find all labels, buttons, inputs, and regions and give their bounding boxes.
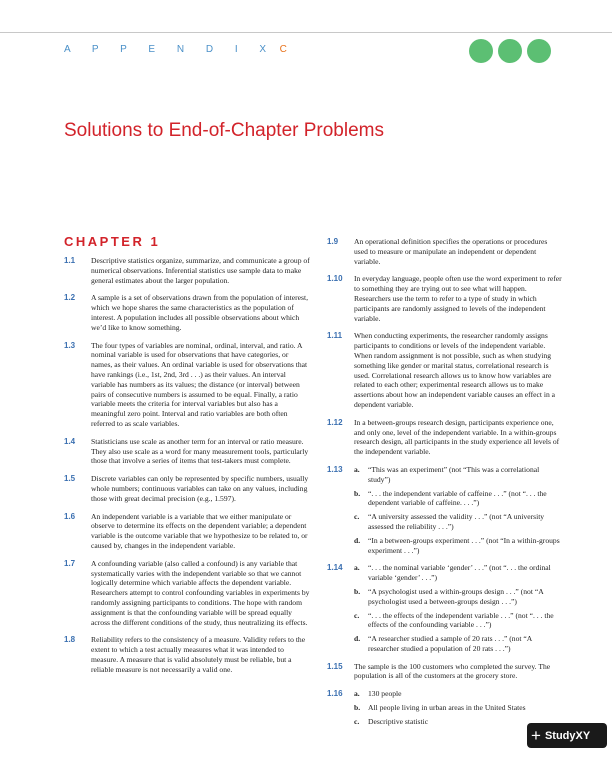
sub-text: “A university assessed the validity . . .” (not “A university assessed the reliability . . .”) bbox=[368, 512, 545, 531]
decorative-dots bbox=[469, 39, 551, 63]
sub-text: “. . . the independent variable of caffeine . . .” (not “. . . the dependent variable of caffeine. . . .”) bbox=[368, 488, 547, 508]
problem-text: In everyday language, people often use the word experiment to refer to something they are trying out to see what will happen. Researchers use the term to refer to a type of study in which participants are randomly assigned to levels of the independent variable. bbox=[354, 274, 562, 323]
problem-number: 1.14 bbox=[327, 563, 343, 573]
problem-1-16 bbox=[327, 689, 563, 726]
problem-number: 1.3 bbox=[64, 340, 76, 350]
problem-1-5 bbox=[64, 474, 310, 503]
sub-text: “In a between-groups experiment . . .” (not “In a within-groups experiment . . .”) bbox=[368, 535, 560, 555]
sub-text: “. . . the nominal variable ‘gender’ . . .” (not “. . . the ordinal variable ‘gender’ . . .”) bbox=[368, 563, 551, 583]
problem-1-9 bbox=[327, 237, 563, 266]
appendix-label: A P P E N D I X C bbox=[64, 44, 287, 55]
problem-text: Reliability refers to the consistency of a measure. Validity refers to the extent to which a test actually measures what it was intended to measure. A measure that is valid absolutely must be reliable, but a reliable measure is not necessarily a valid one. bbox=[91, 635, 306, 674]
logo-text: StudyXY bbox=[544, 729, 591, 742]
page-title: Solutions to End-of-Chapter Problems bbox=[64, 120, 384, 141]
sub-label: d. bbox=[354, 634, 361, 644]
problem-number: 1.13 bbox=[327, 464, 343, 474]
sub-text: All people living in urban areas in the United States bbox=[368, 703, 526, 713]
sub-item bbox=[354, 536, 563, 556]
sub-label: a. bbox=[354, 464, 360, 474]
problem-text: Statisticians use scale as another term for an interval or ratio measure. They also use scale as a word for many measurement tools, particularly those that involve a series of items that test-takers must complete. bbox=[91, 436, 309, 466]
problem-1-11 bbox=[327, 331, 563, 409]
problem-1-2 bbox=[64, 293, 310, 332]
problem-text: Discrete variables can only be represented by specific numbers, usually whole numbers; continuous variables can take on any values, including those with great decimal precision (e.g., 1.597). bbox=[91, 474, 309, 503]
problem-number: 1.15 bbox=[327, 661, 343, 671]
problem-number: 1.8 bbox=[64, 635, 76, 645]
sub-label: a. bbox=[354, 563, 360, 573]
sub-item bbox=[354, 634, 563, 654]
sub-item bbox=[354, 703, 563, 713]
problem-number: 1.9 bbox=[327, 237, 339, 246]
problem-1-13 bbox=[327, 465, 563, 555]
sub-label: d. bbox=[354, 535, 361, 545]
sub-text: “A psychologist used a within-groups design . . .” (not “A psychologist used a between-groups design . . .”) bbox=[368, 586, 544, 606]
sub-label: c. bbox=[354, 610, 360, 620]
problem-text: The four types of variables are nominal, ordinal, interval, and ratio. A nominal variable is used for observations that have categories, or names, as their values. An ordinal variable is used for observations that have rankings (i.e., 1st, 2nd, 3rd . . .) as their values. An interval variable has numbers as its values; the distance (or interval) between pairs of consecutive numbers is assumed to be equal. Finally, a ratio variable meets the criteria for interval variables but also has a meaningful zero point. Interval and ratio variables are both often referred to as scale variables. bbox=[91, 340, 308, 428]
problem-number: 1.11 bbox=[327, 331, 343, 341]
problem-number: 1.4 bbox=[64, 436, 76, 446]
sub-label: b. bbox=[354, 488, 361, 498]
sub-item bbox=[354, 465, 563, 485]
problem-1-7 bbox=[64, 559, 310, 628]
problem-text: A sample is a set of observations drawn from the population of interest, which we hope shares the same characteristics as the population of interest. A population includes all possible observations about which we’d like to know something. bbox=[91, 293, 309, 332]
right-column bbox=[327, 237, 563, 735]
sub-text: “This was an experiment” (not “This was a correlational study”) bbox=[368, 464, 540, 484]
problem-1-8 bbox=[64, 635, 310, 674]
sub-text: “A researcher studied a sample of 20 rats . . .” (not “A researcher studied a population of 20 rats . . .”) bbox=[368, 634, 532, 653]
sub-label: c. bbox=[354, 716, 360, 726]
sub-item bbox=[354, 689, 563, 699]
sub-label: b. bbox=[354, 703, 361, 713]
studyxy-logo[interactable] bbox=[527, 723, 607, 748]
appendix-letter: C bbox=[279, 44, 287, 55]
problem-number: 1.7 bbox=[64, 558, 76, 568]
problem-number: 1.12 bbox=[327, 417, 343, 427]
green-dot-icon bbox=[469, 39, 493, 63]
problem-1-14 bbox=[327, 563, 563, 653]
problem-number: 1.2 bbox=[64, 293, 76, 303]
problem-text: In a between-groups research design, participants experience one, and only one, level of the independent variable. In a within-groups research design, all participants in the study experience all levels of the independent variable. bbox=[354, 417, 560, 457]
plus-icon: + bbox=[531, 726, 541, 745]
sub-label: c. bbox=[354, 512, 360, 522]
problem-1-3 bbox=[64, 341, 310, 429]
problem-1-6 bbox=[64, 512, 310, 551]
problem-1-10 bbox=[327, 274, 563, 323]
problem-text: Descriptive statistics organize, summarize, and communicate a group of numerical observations. Inferential statistics use sample data to make general estimates about the larger population. bbox=[91, 256, 310, 285]
sub-item bbox=[354, 563, 563, 583]
sub-item bbox=[354, 611, 563, 631]
problem-1-12 bbox=[327, 418, 563, 457]
problem-1-4 bbox=[64, 437, 310, 466]
sub-text: “. . . the effects of the independent variable . . .” (not “. . . the effects of the confounding variable . . .”) bbox=[368, 610, 554, 630]
problem-1-15 bbox=[327, 662, 563, 682]
sub-label: b. bbox=[354, 586, 361, 596]
sub-item bbox=[354, 587, 563, 607]
sub-item bbox=[354, 512, 563, 532]
green-dot-icon bbox=[498, 39, 522, 63]
header-rule bbox=[0, 32, 612, 33]
problem-number: 1.16 bbox=[327, 689, 343, 699]
sub-item bbox=[354, 489, 563, 509]
green-dot-icon bbox=[527, 39, 551, 63]
sub-label: a. bbox=[354, 689, 360, 699]
problem-text: An operational definition specifies the operations or procedures used to measure or manipulate an independent or dependent variable. bbox=[354, 237, 548, 266]
problem-text: An independent variable is a variable that we either manipulate or observe to determine its effects on the dependent variable; a dependent variable is the outcome variable that we hypothesize to be related to, or caused by, changes in the independent variable. bbox=[91, 511, 308, 550]
problem-number: 1.5 bbox=[64, 474, 76, 484]
problem-number: 1.6 bbox=[64, 511, 76, 521]
chapter-heading: CHAPTER 1 bbox=[64, 234, 161, 249]
problem-number: 1.10 bbox=[327, 274, 343, 284]
left-column bbox=[64, 256, 310, 682]
problem-text: When conducting experiments, the researcher randomly assigns participants to conditions or levels of the independent variable. When random assignment is not possible, such as when studying something like gender or marital status, correlational research is used. Correlational research allows us to know how variables are related to each other; experimental research allows us to make assertions about how an independent variable causes an effect in a dependent variable. bbox=[354, 331, 556, 409]
sub-text: 130 people bbox=[368, 689, 402, 699]
sub-text: Descriptive statistic bbox=[368, 716, 429, 726]
problem-number: 1.1 bbox=[64, 256, 76, 265]
problem-text: A confounding variable (also called a confound) is any variable that systematically varies with the independent variable so that we cannot logically determine which variable affects the dependent variable. Researchers attempt to control confounding variables in experiments by randomly assigning participants to conditions. The hope with random assignment is that the confounding variable will be spread equally across the different conditions of the study, thus neutralizing its effects. bbox=[91, 558, 310, 627]
problem-text: The sample is the 100 customers who completed the survey. The population is all of the customers at the grocery store. bbox=[354, 661, 551, 681]
problem-1-1 bbox=[64, 256, 310, 285]
